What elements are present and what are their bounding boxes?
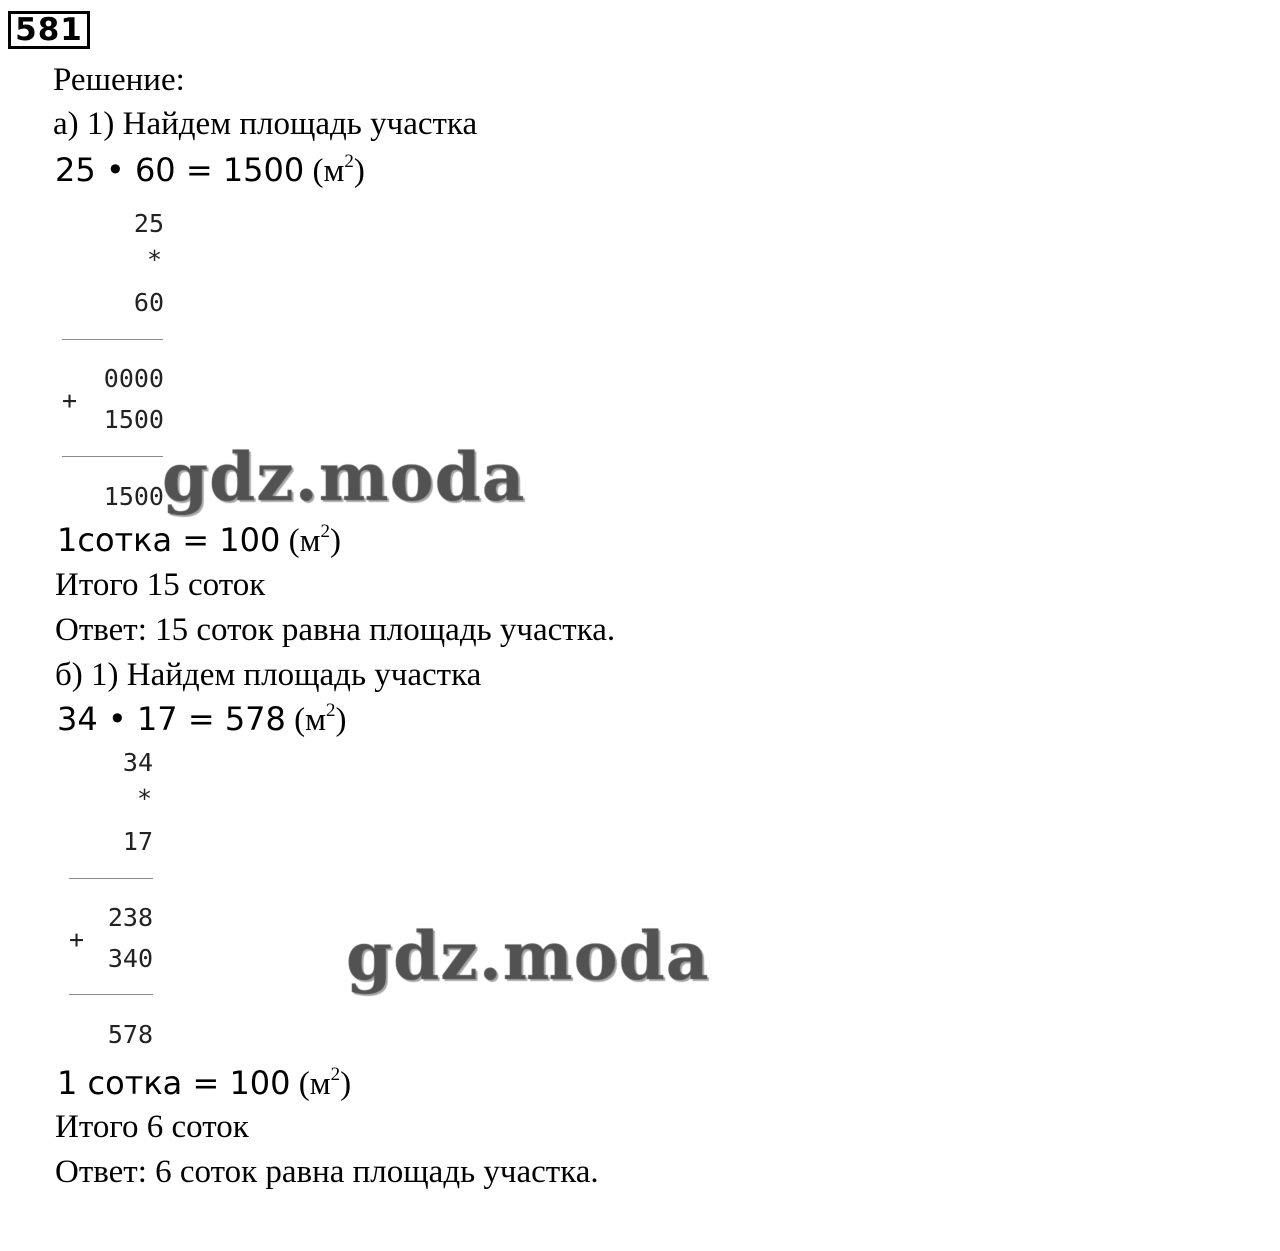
part-b-conversion	[57, 1063, 351, 1104]
part-a-unit: $(м^2)$	[312, 151, 365, 189]
part-a-result: 1500	[103, 482, 164, 511]
part-a-multiplicand: 25	[133, 209, 164, 238]
part-a-answer: Ответ: 15 соток равна площадь участка.	[55, 612, 616, 648]
problem-number: 581	[8, 11, 90, 49]
part-a-equation	[55, 150, 365, 191]
part-a-total: Итого 15 соток	[55, 567, 266, 603]
part-a-multiplier: 60	[133, 288, 164, 317]
part-b-equation-text: 34 • 17 = 578	[57, 700, 286, 738]
part-a-partial-2: 1500	[103, 405, 164, 434]
part-b-rule-2	[69, 994, 153, 995]
part-b-conversion-unit: $(м^2)$	[298, 1064, 352, 1102]
part-b-conversion-text: 1 сотка = 100	[57, 1064, 291, 1102]
part-b-answer: Ответ: 6 соток равна площадь участка.	[55, 1154, 599, 1190]
part-b-equation	[57, 699, 347, 740]
watermark-top: gdz.moda	[162, 438, 526, 516]
part-a-rule-2	[62, 456, 163, 457]
part-a-conversion	[57, 520, 341, 561]
part-b-multiplier: 17	[122, 827, 153, 856]
part-b-operator: *	[136, 784, 152, 813]
part-a-conversion-text: 1сотка = 100	[57, 521, 281, 559]
part-b-partial-1: 238	[107, 903, 153, 932]
watermark-bottom: gdz.moda	[346, 917, 710, 995]
part-a-conversion-unit: $(м^2)$	[288, 521, 341, 559]
part-a-operator: *	[146, 245, 162, 274]
part-a-partial-1: 0000	[103, 364, 164, 393]
solution-label: Решение:	[53, 62, 185, 98]
part-a-step-label: а) 1) Найдем площадь участка	[53, 106, 478, 142]
part-b-multiplicand: 34	[122, 748, 153, 777]
part-b-rule-1	[69, 878, 153, 879]
part-a-rule-1	[62, 339, 163, 340]
part-b-total: Итого 6 соток	[55, 1109, 249, 1145]
part-b-unit: $(м^2)$	[294, 700, 347, 738]
part-b-step-label: б) 1) Найдем площадь участка	[55, 657, 482, 693]
part-a-plus: +	[62, 386, 78, 415]
part-b-plus: +	[69, 925, 85, 954]
part-a-equation-text: 25 • 60 = 1500	[55, 151, 305, 189]
part-b-partial-2: 340	[107, 944, 153, 973]
part-b-result: 578	[107, 1020, 153, 1049]
